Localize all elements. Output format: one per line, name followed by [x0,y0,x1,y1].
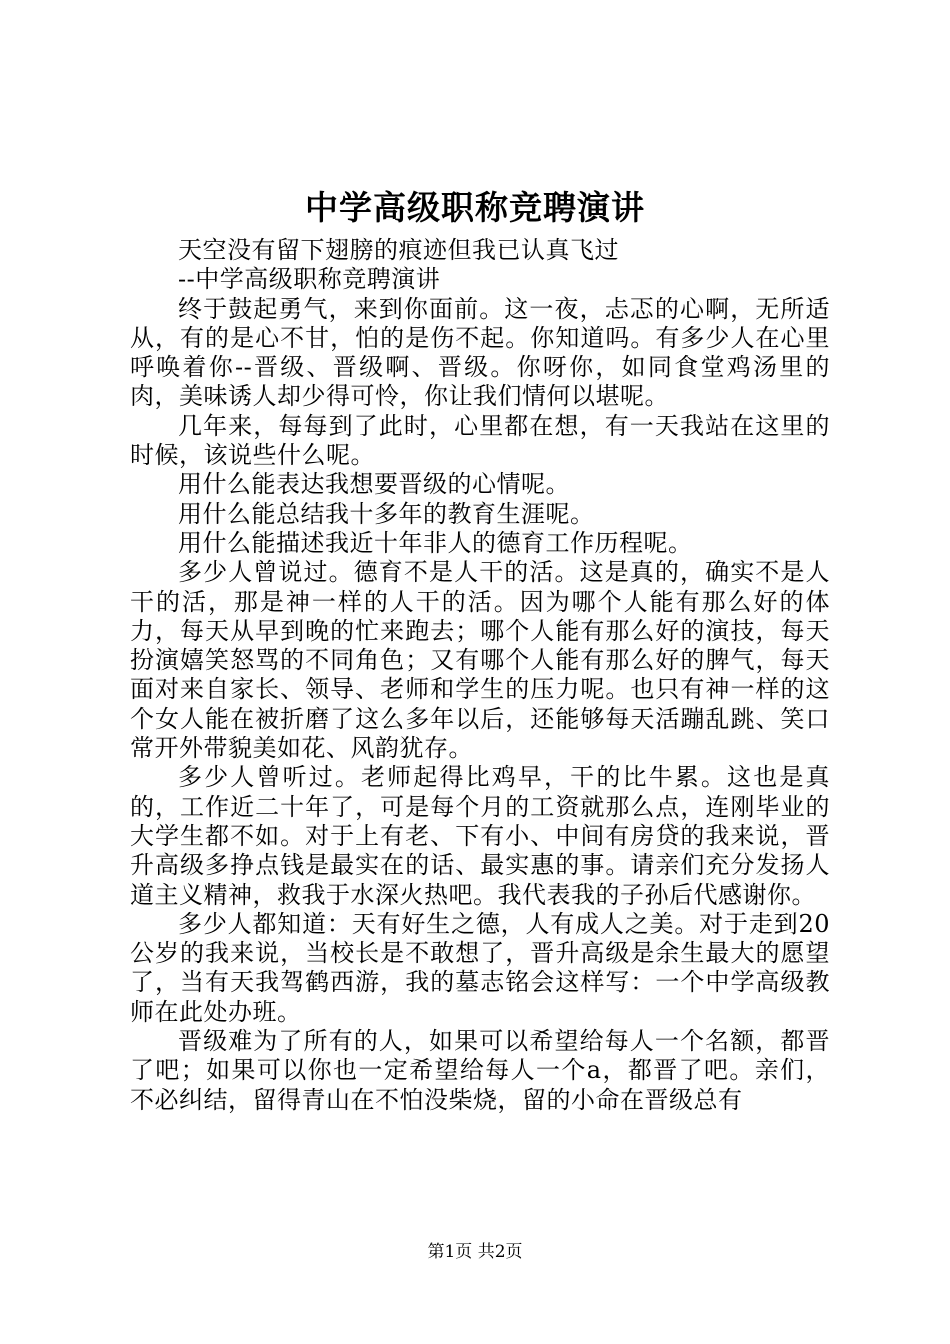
paragraph: 多少人都知道：天有好生之德，人有成人之美。对于走到20公岁的我来说，当校长是不敢想了，晋升高级是余生最大的愿望了，当有天我驾鹤西游，我的墓志铭会这样写：一个中学高级教师在此处办班。 [130,909,830,1026]
paragraph-subtitle-source: --中学高级职称竞聘演讲 [178,265,441,294]
paragraph: 用什么能总结我十多年的教育生涯呢。 [178,499,595,528]
paragraph: 用什么能描述我近十年非人的德育工作历程呢。 [178,528,693,557]
page-number-footer: 第1页 共2页 [427,1242,523,1262]
paragraph: 多少人曾听过。老师起得比鸡早，干的比牛累。这也是真的，工作近二十年了，可是每个月的工资就那么点，连刚毕业的大学生都不如。对于上有老、下有小、中间有房贷的我来说，晋升高级多挣点钱是最实在的话、最实惠的事。请亲们充分发扬人道主义精神，救我于水深火热吧。我代表我的子孙后代感谢你。 [130,763,830,909]
document-title: 中学高级职称竞聘演讲 [305,188,645,227]
paragraph: 用什么能表达我想要晋级的心情呢。 [178,470,570,499]
paragraph-subtitle: 天空没有留下翅膀的痕迹但我已认真飞过 [178,236,619,264]
paragraph: 几年来，每每到了此时，心里都在想，有一天我站在这里的时候，该说些什么呢。 [130,411,830,470]
paragraph: 晋级难为了所有的人，如果可以希望给每人一个名额，都晋了吧；如果可以你也一定希望给每人一个a，都晋了吧。亲们，不必纠结，留得青山在不怕没柴烧，留的小命在晋级总有 [130,1027,830,1114]
paragraph: 终于鼓起勇气，来到你面前。这一夜，忐忑的心啊，无所适从，有的是心不甘，怕的是伤不起。你知道吗。有多少人在心里呼唤着你--晋级、晋级啊、晋级。你呀你，如同食堂鸡汤里的肉，美味诱人却少得可怜，你让我们情何以堪呢。 [130,294,830,411]
document-body [130,236,830,1115]
paragraph: 多少人曾说过。德育不是人干的活。这是真的，确实不是人干的活，那是神一样的人干的活。因为哪个人能有那么好的体力，每天从早到晚的忙来跑去；哪个人能有那么好的演技，每天扮演嬉笑怒骂的不同角色；又有哪个人能有那么好的脾气，每天面对来自家长、领导、老师和学生的压力呢。也只有神一样的这个女人能在被折磨了这么多年以后，还能够每天活蹦乱跳、笑口常开外带貌美如花、风韵犹存。 [130,558,830,763]
